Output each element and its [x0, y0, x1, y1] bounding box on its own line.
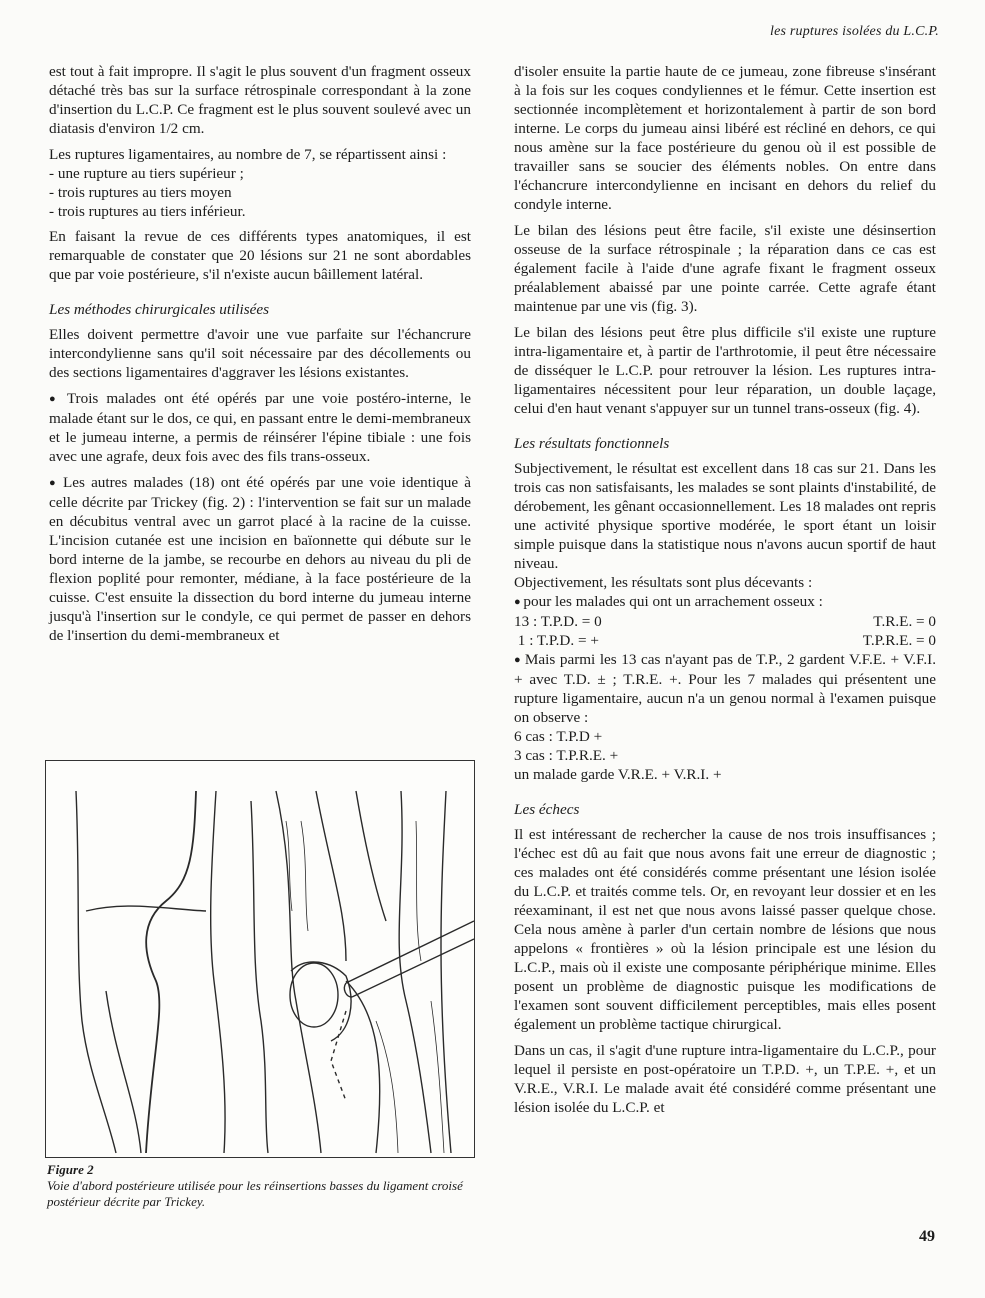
figure-label: Figure 2: [47, 1162, 94, 1177]
figure-caption: [47, 1162, 467, 1210]
list-item: - trois ruptures au tiers moyen: [49, 183, 471, 202]
figure-box: [45, 760, 475, 1158]
retractor-upper-edge: [346, 921, 474, 983]
paragraph: Les ruptures ligamentaires, au nombre de 7, se répartissent ainsi :: [49, 146, 447, 163]
paragraph: d'isoler ensuite la partie haute de ce jumeau, zone fibreuse s'insérant à la fois sur les coques condyliennes et le fémur. Cette insertion est sectionnée incomplètement et horizontalement à partir de son bord interne. Le corps du jumeau ainsi libéré est récliné en dehors, ce qui nous amène sur la face postérieure du genou où il est possible de travailler sans se soucier des éléments nobles. On entre dans l'échancrure intercondylienne en incisant en dehors du relief du condyle interne.: [514, 63, 936, 213]
paragraph: En faisant la revue de ces différents types anatomiques, il est remarquable de constater que 20 lésions sur 21 ne sont abordables que par voie postérieure, s'il n'existe aucun bâillement latéral.: [49, 228, 471, 283]
left-column: [49, 62, 471, 652]
thigh-margin: [251, 801, 268, 1153]
list-item: 3 cas : T.P.R.E. +: [514, 747, 619, 764]
running-head: les ruptures isolées du L.C.P.: [770, 24, 939, 39]
paragraph: Elles doivent permettre d'avoir une vue parfaite sur l'échancrure intercondylienne sans qu'il soit nécessaire par des décollements ou des sections ligamentaires d'aggraver les lésions existantes.: [49, 326, 471, 381]
retractor-lower-edge: [352, 939, 474, 997]
section-title: Les méthodes chirurgicales utilisées: [49, 301, 270, 318]
list-item: - une rupture au tiers supérieur ;: [49, 164, 471, 183]
skin-incision: [146, 791, 196, 1153]
results-row: [514, 612, 936, 631]
list-item: 6 cas : T.P.D +: [514, 728, 603, 745]
result-value: T.R.E. = 0: [873, 613, 936, 630]
knee-crease: [86, 906, 206, 911]
paragraph: Le bilan des lésions peut être plus difficile s'il existe une rupture intra-ligamentaire et, à partir de l'arthrotomie, il peut être nécessaire de disséquer le L.C.P. pour retrouver la lésion. Les ruptures intra-ligamentaires nécessitent pour leur réparation, un double laçage, celui d'en haut venant s'appuyer sur un tunnel trans-osseux (fig. 4).: [514, 324, 936, 417]
rupture-list: [49, 164, 471, 221]
section-title: Les résultats fonctionnels: [514, 435, 670, 452]
figure-caption-text: Voie d'abord postérieure utilisée pour les réinsertions basses du ligament croisé postérieur décrite par Trickey.: [47, 1178, 463, 1209]
leg-outline-right: [211, 791, 225, 1153]
list-item: un malade garde V.R.E. + V.R.I. +: [514, 766, 722, 783]
muscle-belly: [441, 791, 451, 1153]
results-row: [514, 631, 936, 650]
bullet-paragraph: ● pour les malades qui ont un arrachement osseux :: [514, 592, 936, 612]
joint-capsule: [291, 962, 351, 1041]
paragraph: Le bilan des lésions peut être facile, s'il existe une désinsertion osseuse de la surface rétrospinale ; la réparation dans ce cas est également facile à l'aide d'une agrafe fixant le fragment osseux préalablement abaissé par une pointe carrée. Cette agrafe étant maintenue par une vis (fig. 3).: [514, 222, 936, 315]
muscle-belly: [316, 791, 346, 961]
paragraph: Dans un cas, il s'agit d'une rupture intra-ligamentaire du L.C.P., pour lequel il persiste en post-opératoire un T.P.D. +, un T.P.E. +, et un V.R.E., V.R.I. Le malade avait été considéré comme présentant une lésion isolée du L.C.P. et: [514, 1042, 936, 1116]
muscle-belly: [276, 791, 321, 1153]
paragraph: Il est intéressant de rechercher la cause de nos trois insuffisances ; l'échec est dû au fait que nous avons fait une erreur de diagnostic ; ces malades ont été considérés comme présentant une lésion isolée du L.C.P. et traités comme tels. Or, en revoyant leur dossier et en les réexaminant, il est net que nous avons laissé passer quelque chose. Cela nous amène à parler d'un certain nombre de lésions que nous appelons « frontières » où la lésion principale est une lésion du L.C.P., mais où il existe une composante périphérique minime. Elles posent un problème de diagnostic puisque les modifications de l'examen sont souvent difficilement perceptibles, mais elles posent également un problème tactique chirurgical.: [514, 826, 936, 1033]
posterior-cruciate-ligament: [331, 1011, 346, 1101]
page-number: 49: [919, 1228, 935, 1245]
list-item: - trois ruptures au tiers inférieur.: [49, 202, 471, 221]
result-value: 13 : T.P.D. = 0: [514, 613, 602, 630]
bullet-paragraph: ● Trois malades ont été opérés par une voie postéro-interne, le malade étant sur le dos, ce qui, en passant entre le demi-membraneux et le jumeau interne, a permis de réinsérer l'épine tibiale : une fois avec une agrafe, deux fois avec des fils trans-osseux.: [49, 389, 471, 466]
leg-outline-left: [76, 791, 116, 1153]
result-value: 1 : T.P.D. = +: [514, 632, 599, 649]
paragraph: Objectivement, les résultats sont plus décevants :: [514, 574, 813, 591]
calf-line: [106, 991, 141, 1153]
muscle-belly: [356, 791, 386, 921]
bullet-paragraph: ● Les autres malades (18) ont été opérés par une voie identique à celle décrite par Trickey (fig. 2) : l'intervention se fait sur un malade en décubitus ventral avec un garrot placé à la racine de la cuisse. L'incision cutanée est une incision en baïonnette qui débute sur le bord interne de la jambe, se recourbe en dehors au niveau du pli de flexion poplité pour remonter, médiane, à la face postérieure de la cuisse. C'est ensuite la dissection du bord interne du jumeau interne jusqu'à l'insertion sur le condyle, ce qui permet de passer en dehors de l'insertion du demi-membraneux et: [49, 473, 471, 645]
surgical-illustration: [46, 761, 474, 1157]
paragraph: Subjectivement, le résultat est excellent dans 18 cas sur 21. Dans les trois cas non satisfaisants, les malades se sont plaints d'instabilité, de dérobement, les gênant occasionnellement. Les 18 malades ont repris une activité physique sportive modérée, le sport étant un loisir simple puisque dans la statistique nous n'avons aucun sportif de haut niveau.: [514, 460, 936, 572]
bullet-paragraph: ● Mais parmi les 13 cas n'ayant pas de T.P., 2 gardent V.F.E. + V.F.I. + avec T.D. ± ; T.R.E. +. Pour les 7 malades qui présentent une rupture ligamentaire, aucun n'a un genou normal à l'examen puisque on observe :: [514, 650, 936, 727]
paragraph: est tout à fait impropre. Il s'agit le plus souvent d'un fragment osseux détaché très bas sur la surface rétrospinale correspondant à la zone d'insertion du L.C.P. Ce fragment est le plus souvent soulevé avec un diatasis d'environ 1/2 cm.: [49, 63, 471, 137]
right-column: [514, 62, 936, 1124]
result-value: T.P.R.E. = 0: [862, 632, 936, 649]
condyle: [290, 963, 338, 1027]
section-title: Les échecs: [514, 801, 580, 818]
